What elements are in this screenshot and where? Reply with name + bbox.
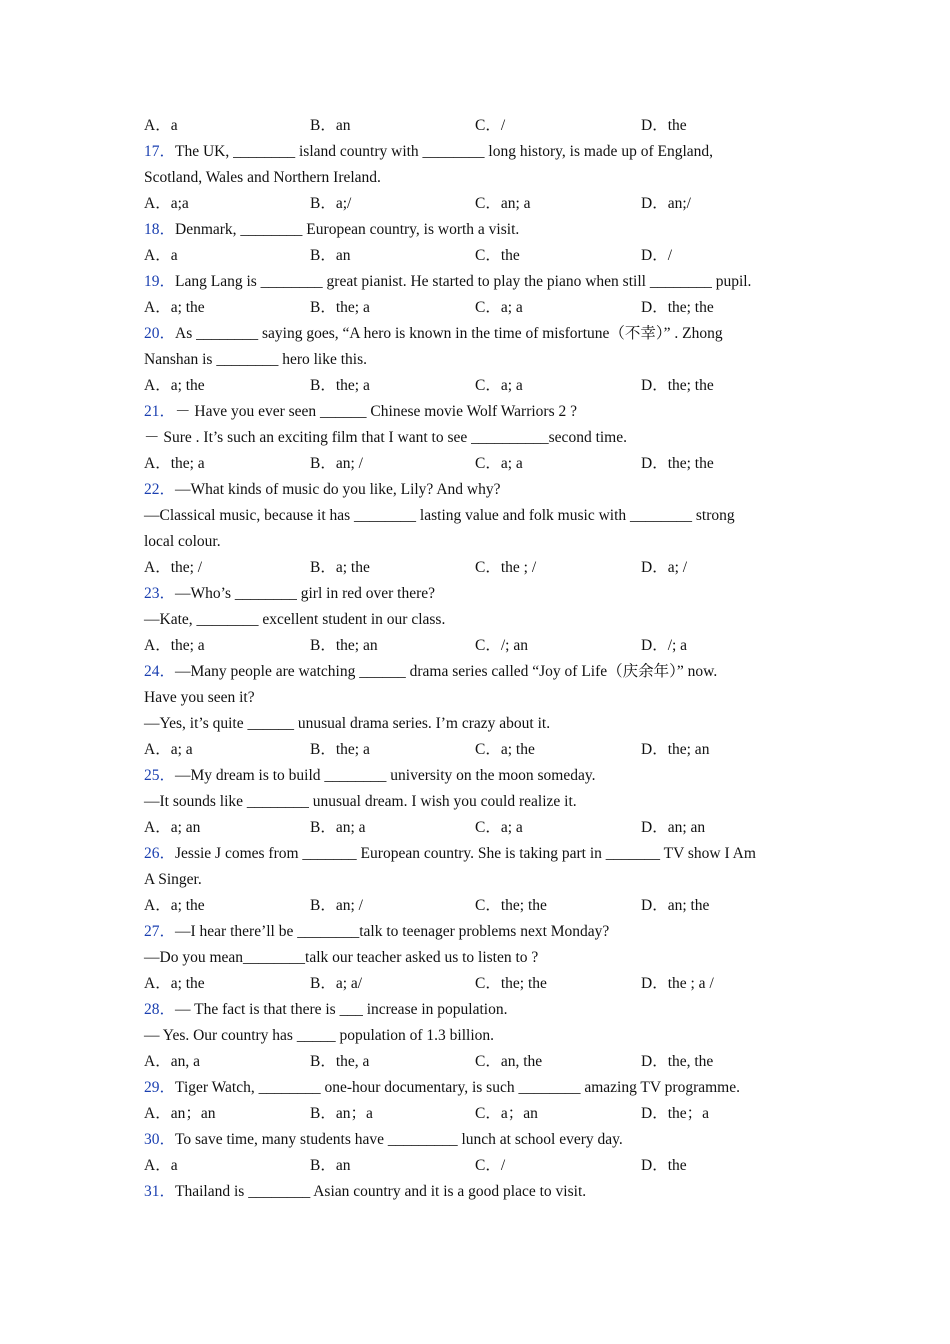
answer-options	[144, 373, 816, 399]
question-stem	[144, 477, 816, 503]
question-number: 19．	[144, 273, 176, 290]
option-c: C．/	[475, 117, 506, 134]
option-c: C．the ; /	[475, 559, 537, 576]
answer-options	[144, 1101, 816, 1127]
option-a: A．a; an	[144, 819, 201, 836]
answer-options	[144, 191, 816, 217]
option-a: A．an, a	[144, 1053, 200, 1070]
option-b: B．an；a	[310, 1105, 373, 1122]
answer-options	[144, 893, 816, 919]
question-stem-continued	[144, 347, 816, 373]
question-stem-continued	[144, 529, 816, 555]
question-number: 27．	[144, 923, 176, 940]
option-d: D．the; the	[641, 455, 714, 472]
option-a: A．a; the	[144, 897, 205, 914]
option-b: B．an	[310, 117, 351, 134]
answer-options	[144, 295, 816, 321]
question-number: 30．	[144, 1131, 176, 1148]
option-c: C．an, the	[475, 1053, 543, 1070]
option-a: A．a	[144, 247, 178, 264]
option-a: A．a; the	[144, 299, 205, 316]
question-number: 31．	[144, 1183, 176, 1200]
question-text: Tiger Watch, ________ one-hour documentary, is such ________ amazing TV programme.	[175, 1079, 740, 1096]
option-b: B．an	[310, 247, 351, 264]
question-stem	[144, 399, 816, 425]
option-a: A．a; the	[144, 975, 205, 992]
question-item	[144, 399, 816, 477]
question-text: —Yes, it’s quite ______ unusual drama series. I’m crazy about it.	[144, 715, 551, 732]
option-d: D．the	[641, 1157, 687, 1174]
option-d: D．the; the	[641, 377, 714, 394]
question-text: Have you seen it?	[144, 689, 255, 706]
question-text: － Have you ever seen ______ Chinese movie Wolf Warriors 2 ?	[175, 403, 578, 420]
answer-options	[144, 815, 816, 841]
option-d: D．an; the	[641, 897, 710, 914]
answer-options	[144, 555, 816, 581]
question-text: local colour.	[144, 533, 221, 550]
question-text: Nanshan is ________ hero like this.	[144, 351, 368, 368]
question-stem-continued	[144, 789, 816, 815]
option-c: C．the; the	[475, 897, 547, 914]
option-a: A．a	[144, 117, 178, 134]
question-item	[144, 217, 816, 269]
option-c: C．/; an	[475, 637, 528, 654]
option-c: C．a; the	[475, 741, 535, 758]
option-b: B．an; /	[310, 897, 363, 914]
question-stem	[144, 841, 816, 867]
question-item	[144, 321, 816, 399]
question-stem-continued	[144, 711, 816, 737]
option-b: B．an; a	[310, 819, 366, 836]
question-text: Lang Lang is ________ great pianist. He started to play the piano when still ________ pupil.	[175, 273, 752, 290]
option-d: D．/; a	[641, 637, 688, 654]
option-d: D．an;/	[641, 195, 691, 212]
answer-options	[144, 1049, 816, 1075]
question-item	[144, 1075, 816, 1127]
question-stem-continued	[144, 165, 816, 191]
option-b: B．the; a	[310, 741, 370, 758]
question-stem	[144, 919, 816, 945]
question-number: 20．	[144, 325, 176, 342]
question-number: 18．	[144, 221, 176, 238]
question-text: A Singer.	[144, 871, 202, 888]
question-stem	[144, 269, 816, 295]
option-b: B．an	[310, 1157, 351, 1174]
question-text: － Sure . It’s such an exciting film that I want to see __________second time.	[144, 429, 627, 446]
question-text: — The fact is that there is ___ increase in population.	[175, 1001, 508, 1018]
option-c: C．a; a	[475, 299, 523, 316]
question-stem	[144, 659, 816, 685]
option-c: C．a；an	[475, 1105, 538, 1122]
question-text: —It sounds like ________ unusual dream. I wish you could realize it.	[144, 793, 577, 810]
question-text: —My dream is to build ________ university on the moon someday.	[175, 767, 596, 784]
option-d: D．the; the	[641, 299, 714, 316]
question-number: 22．	[144, 481, 176, 498]
option-b: B．a; the	[310, 559, 370, 576]
question-number: 29．	[144, 1079, 176, 1096]
question-stem	[144, 1127, 816, 1153]
question-text: The UK, ________ island country with ________ long history, is made up of England,	[175, 143, 714, 160]
question-text: Denmark, ________ European country, is worth a visit.	[175, 221, 520, 238]
question-stem	[144, 581, 816, 607]
answer-options	[144, 1153, 816, 1179]
answer-options	[144, 737, 816, 763]
answer-options	[144, 451, 816, 477]
option-c: C．a; a	[475, 455, 523, 472]
question-stem	[144, 139, 816, 165]
question-stem-continued	[144, 607, 816, 633]
option-c: C．a; a	[475, 377, 523, 394]
option-d: D．an; an	[641, 819, 706, 836]
option-d: D．the；a	[641, 1105, 710, 1122]
answer-options	[144, 243, 816, 269]
question-text: Thailand is ________ Asian country and it is a good place to visit.	[175, 1183, 587, 1200]
question-number: 23．	[144, 585, 176, 602]
option-b: B．the; a	[310, 299, 370, 316]
option-d: D．the	[641, 117, 687, 134]
question-stem-continued	[144, 867, 816, 893]
option-a: A．the; /	[144, 559, 203, 576]
option-c: C．the	[475, 247, 520, 264]
question-stem-continued	[144, 425, 816, 451]
option-a: A．the; a	[144, 455, 205, 472]
question-item	[144, 763, 816, 841]
option-d: D．the ; a /	[641, 975, 714, 992]
option-d: D．/	[641, 247, 673, 264]
question-item	[144, 659, 816, 763]
question-text: Jessie J comes from _______ European country. She is taking part in _______ TV show I Am	[175, 845, 756, 862]
question-item	[144, 581, 816, 659]
question-stem	[144, 217, 816, 243]
option-b: B．the; an	[310, 637, 378, 654]
option-a: A．a;a	[144, 195, 189, 212]
question-stem	[144, 321, 816, 347]
option-d: D．the, the	[641, 1053, 714, 1070]
question-item	[144, 269, 816, 321]
question-number: 28．	[144, 1001, 176, 1018]
option-b: B．the; a	[310, 377, 370, 394]
answer-options	[144, 113, 816, 139]
option-a: A．a; the	[144, 377, 205, 394]
question-stem-continued	[144, 945, 816, 971]
option-c: C．the; the	[475, 975, 547, 992]
question-number: 17．	[144, 143, 176, 160]
option-d: D．the; an	[641, 741, 710, 758]
question-stem-continued	[144, 1023, 816, 1049]
question-text: As ________ saying goes, “A hero is known in the time of misfortune（不幸）” . Zhong	[175, 325, 723, 342]
question-number: 25．	[144, 767, 176, 784]
question-stem-continued	[144, 503, 816, 529]
question-list	[144, 113, 816, 1205]
question-text: —I hear there’ll be ________talk to teenager problems next Monday?	[175, 923, 610, 940]
option-a: A．the; a	[144, 637, 205, 654]
question-text: —Classical music, because it has ________ lasting value and folk music with ________ strong	[144, 507, 735, 524]
option-a: A．an；an	[144, 1105, 216, 1122]
question-number: 21．	[144, 403, 176, 420]
question-text: —Who’s ________ girl in red over there?	[175, 585, 436, 602]
question-text: — Yes. Our country has _____ population of 1.3 billion.	[144, 1027, 495, 1044]
question-text: To save time, many students have _________ lunch at school every day.	[175, 1131, 623, 1148]
question-stem	[144, 1179, 816, 1205]
question-number: 24．	[144, 663, 176, 680]
question-text: Scotland, Wales and Northern Ireland.	[144, 169, 381, 186]
option-b: B．the, a	[310, 1053, 370, 1070]
option-a: A．a; a	[144, 741, 193, 758]
question-stem	[144, 997, 816, 1023]
option-a: A．a	[144, 1157, 178, 1174]
question-stem	[144, 763, 816, 789]
question-stem-continued	[144, 685, 816, 711]
question-stem	[144, 1075, 816, 1101]
option-c: C．a; a	[475, 819, 523, 836]
question-text: —Do you mean________talk our teacher asked us to listen to ?	[144, 949, 539, 966]
question-item	[144, 919, 816, 997]
question-item	[144, 841, 816, 919]
option-b: B．an; /	[310, 455, 363, 472]
question-text: —Kate, ________ excellent student in our class.	[144, 611, 446, 628]
answer-options	[144, 971, 816, 997]
question-number: 26．	[144, 845, 176, 862]
option-d: D．a; /	[641, 559, 688, 576]
option-b: B．a;/	[310, 195, 352, 212]
question-item	[144, 997, 816, 1075]
question-item	[144, 139, 816, 217]
question-item	[144, 477, 816, 581]
question-item	[144, 1179, 816, 1205]
question-text: —What kinds of music do you like, Lily? And why?	[175, 481, 501, 498]
answer-options	[144, 633, 816, 659]
question-text: —Many people are watching ______ drama series called “Joy of Life（庆余年）” now.	[175, 663, 718, 680]
option-c: C．an; a	[475, 195, 531, 212]
option-c: C．/	[475, 1157, 506, 1174]
option-b: B．a; a/	[310, 975, 363, 992]
question-item	[144, 1127, 816, 1179]
